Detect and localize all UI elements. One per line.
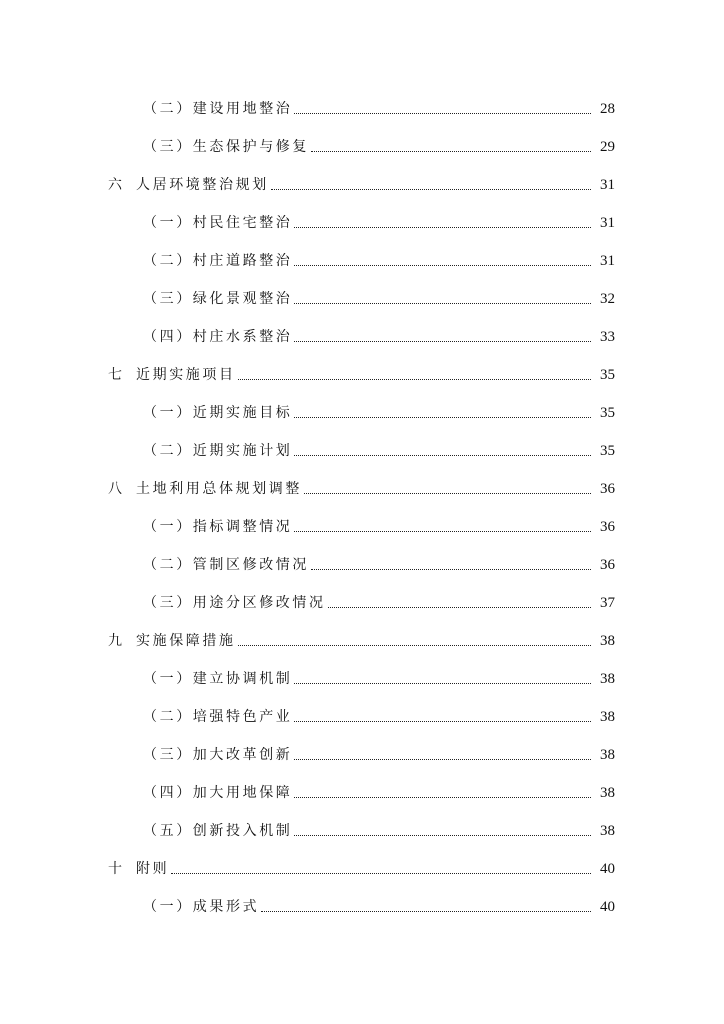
toc-entry-text: （一）近期实施目标 <box>143 405 293 421</box>
toc-entry-7[interactable] <box>0 315 724 353</box>
toc-dot-leader <box>294 264 591 266</box>
toc-entry-17[interactable] <box>0 695 724 733</box>
toc-entry-text: （二）近期实施计划 <box>143 443 293 459</box>
toc-entry-number: 九 <box>108 633 122 649</box>
toc-page-number: 36 <box>600 557 615 573</box>
toc-entry-text: （四）加大用地保障 <box>143 785 293 801</box>
toc-page-number: 31 <box>600 215 615 231</box>
toc-entry-title <box>143 557 309 573</box>
toc-entry-title <box>143 823 292 839</box>
toc-entry-text: （四）村庄水系整治 <box>143 329 293 345</box>
toc-entry-14[interactable] <box>0 581 724 619</box>
toc-page-number: 31 <box>600 253 615 269</box>
toc-page-number: 31 <box>600 177 615 193</box>
toc-entry-8[interactable] <box>0 353 724 391</box>
toc-entry-11[interactable] <box>0 467 724 505</box>
toc-entry-text: （三）生态保护与修复 <box>143 139 309 155</box>
toc-dot-leader <box>238 644 591 646</box>
toc-dot-leader <box>294 682 591 684</box>
toc-entry-text: （二）建设用地整治 <box>143 101 293 117</box>
toc-page-number: 38 <box>600 671 615 687</box>
toc-entry-number: 八 <box>108 481 122 497</box>
toc-entry-text: （一）村民住宅整治 <box>143 215 293 231</box>
toc-page-number: 38 <box>600 709 615 725</box>
toc-entry-text: （三）绿化景观整治 <box>143 291 293 307</box>
toc-dot-leader <box>311 150 591 152</box>
toc-entry-21[interactable] <box>0 847 724 885</box>
toc-entry-number: 十 <box>108 861 122 877</box>
toc-entry-title <box>143 405 292 421</box>
toc-dot-leader <box>294 834 591 836</box>
toc-page-number: 35 <box>600 367 615 383</box>
toc-dot-leader <box>238 378 591 380</box>
toc-page-number: 36 <box>600 481 615 497</box>
toc-entry-title <box>143 215 292 231</box>
toc-entry-3[interactable] <box>0 163 724 201</box>
toc-dot-leader <box>294 530 591 532</box>
toc-page-number: 40 <box>600 899 615 915</box>
toc-page-number: 35 <box>600 443 615 459</box>
toc-page-number: 32 <box>600 291 615 307</box>
toc-entry-4[interactable] <box>0 201 724 239</box>
toc-entry-6[interactable] <box>0 277 724 315</box>
toc-entry-title <box>143 519 292 535</box>
toc-entry-title <box>108 633 236 649</box>
toc-page-number: 38 <box>600 747 615 763</box>
toc-dot-leader <box>294 454 591 456</box>
toc-entry-title <box>143 747 292 763</box>
toc-dot-leader <box>171 872 591 874</box>
toc-entry-text: （三）加大改革创新 <box>143 747 293 763</box>
toc-entry-text: 实施保障措施 <box>136 633 236 649</box>
toc-entry-12[interactable] <box>0 505 724 543</box>
toc-entry-text: （二）管制区修改情况 <box>143 557 309 573</box>
toc-entry-1[interactable] <box>0 87 724 125</box>
toc-page-number: 38 <box>600 823 615 839</box>
toc-entry-text: 人居环境整治规划 <box>136 177 269 193</box>
toc-page-number: 38 <box>600 785 615 801</box>
toc-page-number: 40 <box>600 861 615 877</box>
toc-dot-leader <box>304 492 591 494</box>
toc-page-number: 37 <box>600 595 615 611</box>
toc-page-number: 33 <box>600 329 615 345</box>
toc-entry-text: 土地利用总体规划调整 <box>136 481 302 497</box>
toc-entry-text: （二）培强特色产业 <box>143 709 293 725</box>
toc-dot-leader <box>294 340 591 342</box>
toc-entry-22[interactable] <box>0 885 724 923</box>
toc-dot-leader <box>294 416 591 418</box>
toc-dot-leader <box>294 758 591 760</box>
toc-entry-text: 近期实施项目 <box>136 367 236 383</box>
toc-dot-leader <box>311 568 591 570</box>
toc-entry-18[interactable] <box>0 733 724 771</box>
toc-entry-title <box>108 481 302 497</box>
toc-dot-leader <box>271 188 591 190</box>
toc-entry-13[interactable] <box>0 543 724 581</box>
toc-entry-title <box>143 101 292 117</box>
toc-entry-title <box>143 709 292 725</box>
toc-entry-text: （一）指标调整情况 <box>143 519 293 535</box>
table-of-contents <box>0 87 724 923</box>
toc-entry-5[interactable] <box>0 239 724 277</box>
toc-entry-title <box>143 899 259 915</box>
toc-entry-title <box>143 785 292 801</box>
toc-entry-text: 附则 <box>136 861 170 877</box>
toc-dot-leader <box>261 910 591 912</box>
toc-entry-9[interactable] <box>0 391 724 429</box>
toc-entry-title <box>143 253 292 269</box>
toc-dot-leader <box>294 112 591 114</box>
toc-entry-19[interactable] <box>0 771 724 809</box>
toc-entry-number: 七 <box>108 367 122 383</box>
toc-entry-title <box>143 595 326 611</box>
toc-entry-title <box>143 291 292 307</box>
toc-page-number: 38 <box>600 633 615 649</box>
toc-entry-title <box>143 443 292 459</box>
toc-entry-title <box>108 367 236 383</box>
toc-entry-text: （一）建立协调机制 <box>143 671 293 687</box>
toc-page-number: 36 <box>600 519 615 535</box>
toc-dot-leader <box>294 302 591 304</box>
toc-entry-20[interactable] <box>0 809 724 847</box>
toc-page-number: 28 <box>600 101 615 117</box>
toc-entry-15[interactable] <box>0 619 724 657</box>
toc-dot-leader <box>294 796 591 798</box>
toc-entry-title <box>143 671 292 687</box>
toc-entry-title <box>143 329 292 345</box>
toc-page-number: 35 <box>600 405 615 421</box>
toc-entry-title <box>143 139 309 155</box>
toc-entry-16[interactable] <box>0 657 724 695</box>
toc-entry-number: 六 <box>108 177 122 193</box>
toc-dot-leader <box>294 720 591 722</box>
toc-entry-text: （五）创新投入机制 <box>143 823 293 839</box>
toc-dot-leader <box>294 226 591 228</box>
toc-dot-leader <box>328 606 591 608</box>
toc-entry-title <box>108 861 169 877</box>
toc-page-number: 29 <box>600 139 615 155</box>
toc-entry-title <box>108 177 269 193</box>
toc-entry-text: （三）用途分区修改情况 <box>143 595 326 611</box>
toc-entry-text: （一）成果形式 <box>143 899 260 915</box>
toc-entry-2[interactable] <box>0 125 724 163</box>
toc-entry-text: （二）村庄道路整治 <box>143 253 293 269</box>
toc-entry-10[interactable] <box>0 429 724 467</box>
